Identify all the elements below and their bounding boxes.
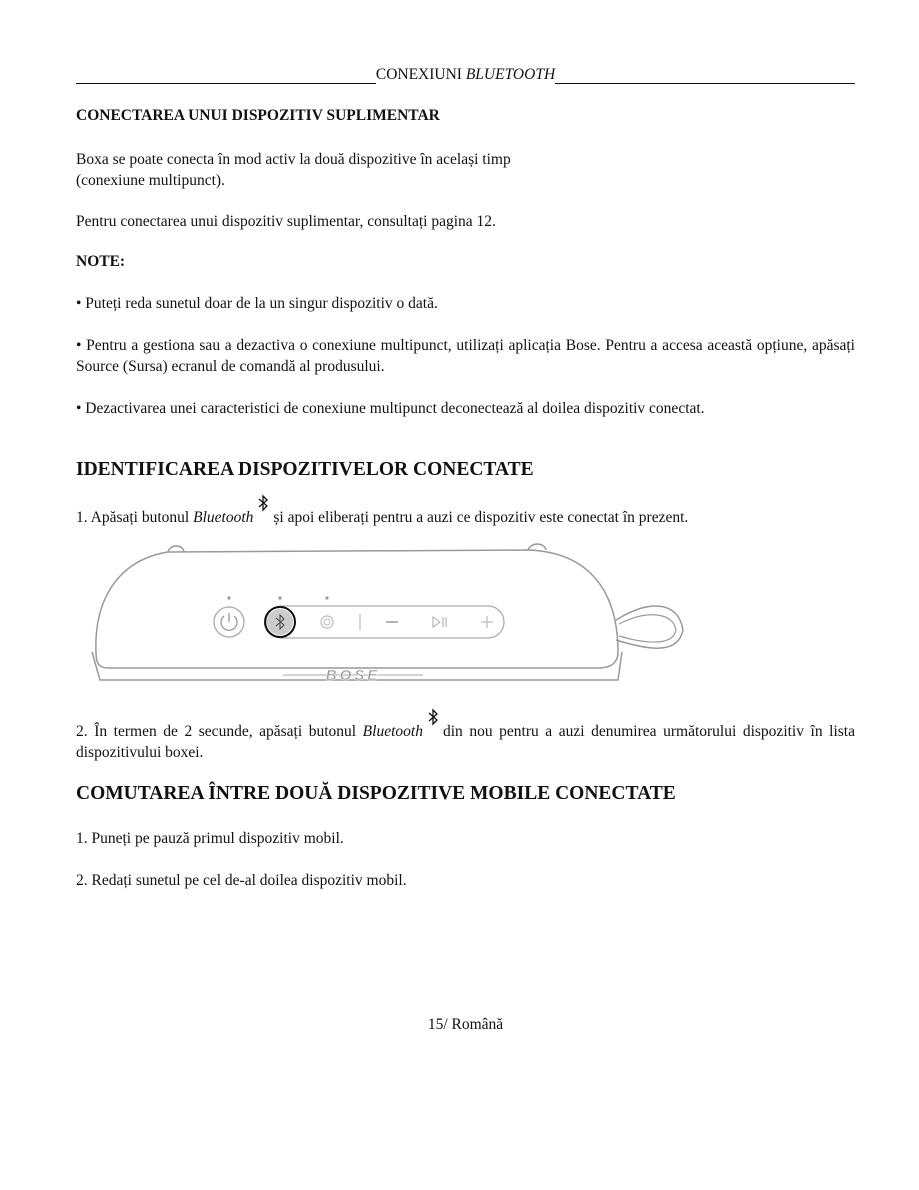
bluetooth-icon [257,494,269,518]
note-item: • Dezactivarea unei caracteristici de conexiune multipunct deconectează al doilea dispozitiv conectat. [76,400,705,417]
step-text [76,718,855,763]
header-rule-left [76,67,376,84]
step-text-italic: Bluetooth [362,723,423,740]
header-title-italic: BLUETOOTH [465,66,556,83]
speaker-illustration [88,540,688,692]
step-text-part: din nou pentru a auzi denumirea următorului dispozitiv în lista dispozitivului boxei. [76,723,855,761]
step-text: 1. Puneți pe pauză primul dispozitiv mobil. [76,830,344,847]
power-icon [221,613,237,630]
step-text-part: și apoi eliberați pentru a auzi ce dispozitiv este conectat în prezent. [273,509,689,526]
paragraph-line: Boxa se poate conecta în mod activ la două dispozitive în același timp [76,151,511,168]
bose-logo: BOSE [325,667,381,684]
paragraph: Pentru conectarea unui dispozitiv suplimentar, consultați pagina 12. [76,213,496,230]
step-text-part: 1. Apăsați butonul [76,509,194,526]
note-item: • Puteți reda sunetul doar de la un singur dispozitiv o dată. [76,295,438,312]
note-item: • Pentru a gestiona sau a dezactiva o conexiune multipunct, utilizați aplicația Bose. Pentru a accesa această opțiune, apăsați Source (Sursa) ecranul de comandă al produsului. [76,337,855,375]
paragraph-line: (conexiune multipunct). [76,172,225,189]
section-heading: COMUTAREA ÎNTRE DOUĂ DISPOZITIVE MOBILE CONECTATE [76,783,676,804]
page-number: 15/ Română [427,1016,504,1033]
step-text-part: 2. În termen de 2 secunde, apăsați butonul [76,723,363,740]
bluetooth-icon [427,708,439,732]
paragraph [76,149,855,191]
note-label: NOTE: [76,253,126,270]
page-header [76,66,855,84]
step-text: 2. Redați sunetul pe cel de-al doilea dispozitiv mobil. [76,872,407,889]
header-title-plain: CONEXIUNI [375,66,466,83]
section-heading: IDENTIFICAREA DISPOZITIVELOR CONECTATE [76,459,534,480]
step-text [76,504,855,528]
section-heading: CONECTAREA UNUI DISPOZITIV SUPLIMENTAR [76,107,440,124]
header-title [376,66,555,84]
header-rule-right [555,67,855,84]
step-text-italic: Bluetooth [193,509,254,526]
